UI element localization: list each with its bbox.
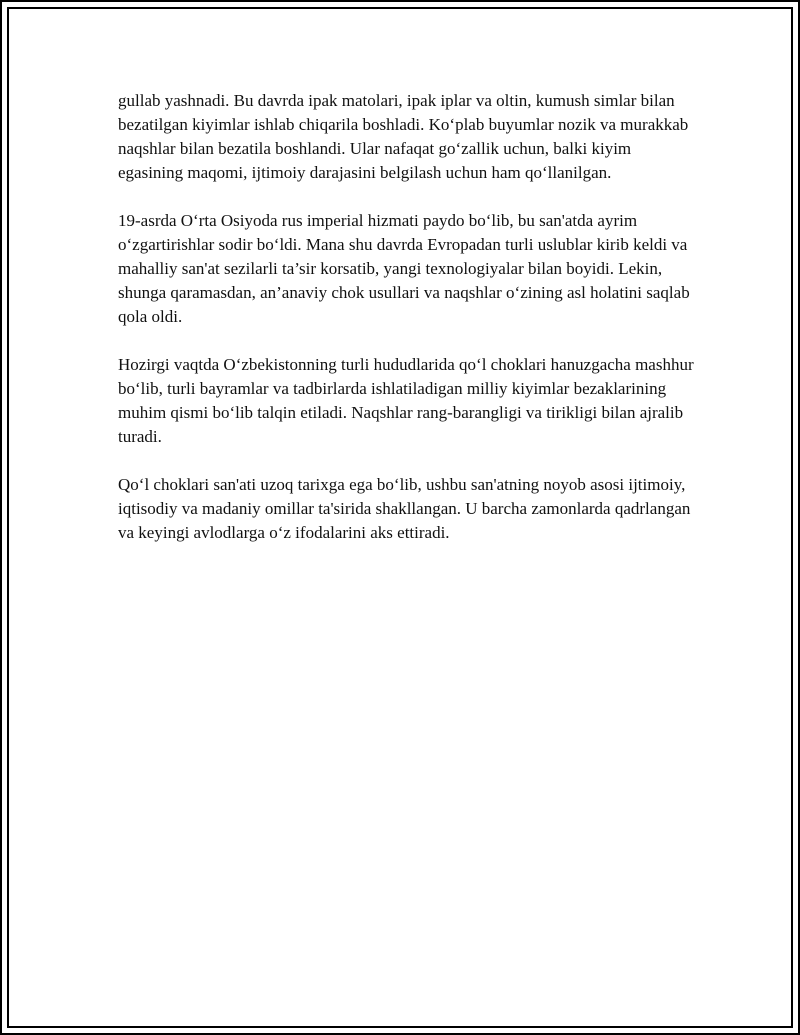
- paragraph-4: Qo‘l choklari san'ati uzoq tarixga ega bo‘lib, ushbu san'atning noyob asosi ijtimoiy, iqtisodiy va madaniy omillar ta'sirida shakllangan. U barcha zamonlarda qadrlangan va keyingi avlodlarga o‘z ifodalarini aks ettiradi.: [118, 475, 691, 542]
- paragraph-3: Hozirgi vaqtda O‘zbekistonning turli hududlarida qo‘l choklari hanuzgacha mashhur bo‘lib, turli bayramlar va tadbirlarda ishlatiladigan milliy kiyimlar bezaklarining muhim qismi bo‘lib talqin etiladi. Naqshlar rang-barangligi va tirikligi bilan ajralib turadi.: [118, 355, 694, 446]
- document-body: [118, 89, 698, 569]
- paragraph-2: 19-asrda O‘rta Osiyoda rus imperial hizmati paydo bo‘lib, bu san'atda ayrim o‘zgartirishlar sodir bo‘ldi. Mana shu davrda Evropadan turli uslublar kirib keldi va mahalliy san'at sezilarli ta’sir korsatib, yangi texnologiyalar bilan boyidi. Lekin, shunga qaramasdan, an’anaviy chok usullari va naqshlar o‘zining asl holatini saqlab qola oldi.: [118, 211, 690, 326]
- paragraph-1: gullab yashnadi. Bu davrda ipak matolari, ipak iplar va oltin, kumush simlar bilan bezatilgan kiyimlar ishlab chiqarila boshladi. Ko‘plab buyumlar nozik va murakkab naqshlar bilan bezatila boshlandi. Ular nafaqat go‘zallik uchun, balki kiyim egasining maqomi, ijtimoiy darajasini belgilash uchun ham qo‘llanilgan.: [118, 91, 689, 182]
